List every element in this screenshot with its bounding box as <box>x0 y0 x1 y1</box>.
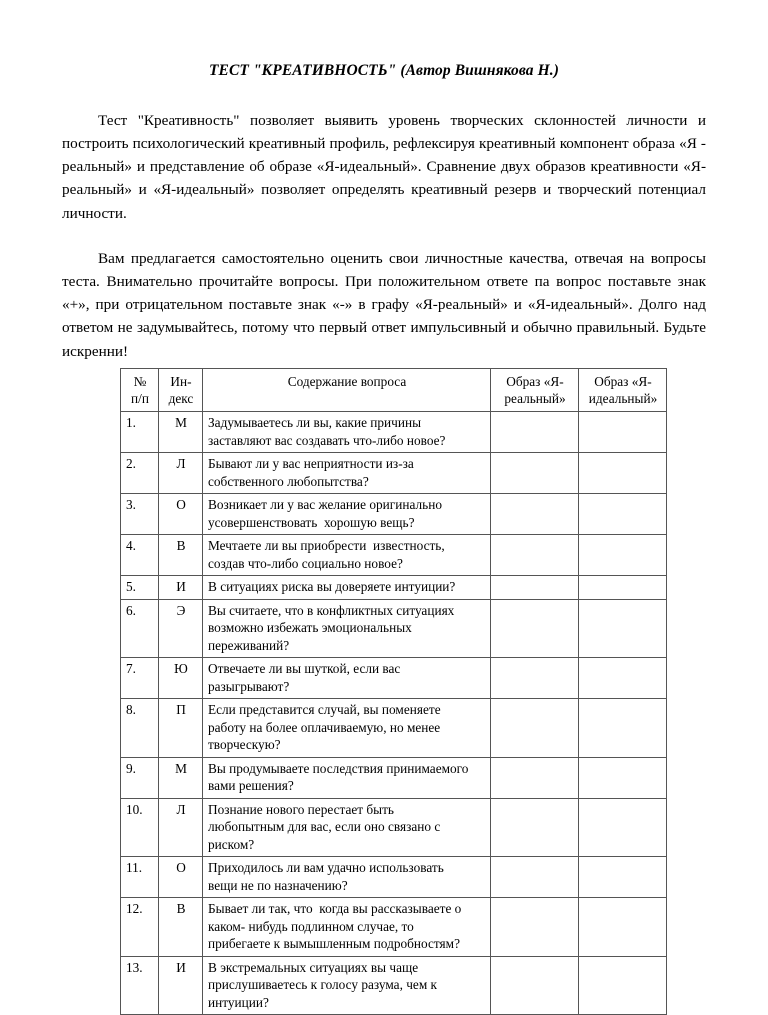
question-text <box>203 453 491 494</box>
row-number: 5. <box>121 576 159 600</box>
question-line: возможно избежать эмоциональных <box>208 620 412 635</box>
table-row <box>121 576 667 600</box>
question-line: Приходилось ли вам удачно использовать <box>208 860 444 875</box>
answer-cell-ideal[interactable] <box>579 412 667 453</box>
row-index-letter: М <box>159 412 203 453</box>
question-line: риском? <box>208 836 255 852</box>
row-index-letter: Э <box>159 599 203 658</box>
answer-cell-real[interactable] <box>491 453 579 494</box>
header-line: реальный» <box>504 391 566 406</box>
question-line: каком- нибудь подлинном случае, то <box>208 918 414 934</box>
row-index-letter: П <box>159 699 203 758</box>
row-index-letter: В <box>159 898 203 957</box>
header-line: идеальный» <box>588 391 658 406</box>
row-number: 7. <box>121 658 159 699</box>
question-line: В ситуациях риска вы доверяете интуиции? <box>208 579 456 594</box>
row-index-letter: Ю <box>159 658 203 699</box>
table-row <box>121 599 667 658</box>
answer-cell-real[interactable] <box>491 412 579 453</box>
question-line: работу на более оплачиваемую, но менее <box>208 719 441 735</box>
question-text <box>203 898 491 957</box>
header-line: п/п <box>131 391 149 406</box>
row-index-letter: Л <box>159 453 203 494</box>
question-line: прибегаете к вымышленным подробностям? <box>208 936 460 951</box>
answer-cell-ideal[interactable] <box>579 699 667 758</box>
row-number: 1. <box>121 412 159 453</box>
table-row <box>121 956 667 1015</box>
row-index-letter: О <box>159 494 203 535</box>
question-text <box>203 576 491 600</box>
header-line: № <box>133 374 147 389</box>
header-line: Ин- <box>170 374 192 389</box>
question-line: Познание нового перестает быть <box>208 801 394 817</box>
question-line: творческую? <box>208 737 281 752</box>
question-line: вещи не по назначению? <box>208 877 348 893</box>
question-line: усовершенствовать хорошую вещь? <box>208 514 415 530</box>
question-line: Бывает ли так, что когда вы рассказываете о <box>208 901 462 916</box>
question-text <box>203 658 491 699</box>
header-line: декс <box>168 391 194 406</box>
answer-cell-real[interactable] <box>491 857 579 898</box>
question-line: Отвечаете ли вы шуткой, если вас <box>208 661 401 676</box>
row-index-letter: И <box>159 956 203 1015</box>
question-line: прислушиваетесь к голосу разума, чем к <box>208 977 438 992</box>
answer-cell-ideal[interactable] <box>579 898 667 957</box>
row-number: 6. <box>121 599 159 658</box>
answer-cell-real[interactable] <box>491 898 579 957</box>
table-row <box>121 535 667 576</box>
row-number: 11. <box>121 857 159 898</box>
intro-paragraph-1 <box>62 109 706 224</box>
question-line: собственного любопытства? <box>208 473 369 489</box>
answer-cell-ideal[interactable] <box>579 857 667 898</box>
row-index-letter: В <box>159 535 203 576</box>
answer-cell-real[interactable] <box>491 599 579 658</box>
page-title: ТЕСТ "КРЕАТИВНОСТЬ" (Автор Вишнякова Н.) <box>208 62 560 79</box>
question-line: заставляют вас создавать что-либо новое? <box>208 432 446 448</box>
table-row <box>121 898 667 957</box>
answer-cell-ideal[interactable] <box>579 599 667 658</box>
answer-cell-ideal[interactable] <box>579 757 667 798</box>
answer-cell-real[interactable] <box>491 798 579 857</box>
table-row <box>121 658 667 699</box>
question-text <box>203 757 491 798</box>
question-line: Задумываетесь ли вы, какие причины <box>208 415 422 430</box>
answer-cell-real[interactable] <box>491 757 579 798</box>
paragraph-1-text: Тест "Креативность" позволяет выявить уровень творческих склонностей личности и построить психологический креативный профиль, рефлексируя креативный компонент образа «Я - реальный» и представление об образе «Я-идеальный». Сравнение двух образов креативности «Я-реальный» и «Я-идеальный» позволяет определять креативный резерв и творческий потенциал личности. <box>62 112 706 222</box>
question-line: Вы считаете, что в конфликтных ситуациях <box>208 602 455 618</box>
answer-cell-ideal[interactable] <box>579 658 667 699</box>
question-line: вами решения? <box>208 778 294 793</box>
row-index-letter: Л <box>159 798 203 857</box>
answer-cell-real[interactable] <box>491 576 579 600</box>
answer-cell-real[interactable] <box>491 494 579 535</box>
row-index-letter: О <box>159 857 203 898</box>
question-line: Если представится случай, вы поменяете <box>208 702 441 717</box>
question-line: любопытным для вас, если оно связано с <box>208 819 441 834</box>
header-line: Образ «Я- <box>506 374 564 389</box>
answer-cell-real[interactable] <box>491 956 579 1015</box>
question-line: разыгрывают? <box>208 678 290 694</box>
row-index-letter: М <box>159 757 203 798</box>
table-header <box>121 369 667 412</box>
question-text <box>203 956 491 1015</box>
question-text <box>203 798 491 857</box>
question-text <box>203 412 491 453</box>
row-number: 8. <box>121 699 159 758</box>
answer-cell-real[interactable] <box>491 658 579 699</box>
answer-cell-ideal[interactable] <box>579 453 667 494</box>
table-header-row <box>121 369 667 412</box>
answer-cell-real[interactable] <box>491 699 579 758</box>
answer-cell-ideal[interactable] <box>579 535 667 576</box>
column-header-ideal-image <box>579 369 667 412</box>
table-row <box>121 757 667 798</box>
row-number: 12. <box>121 898 159 957</box>
row-number: 3. <box>121 494 159 535</box>
table-row <box>121 699 667 758</box>
question-line: Вы продумываете последствия принимаемого <box>208 760 469 776</box>
answer-cell-ideal[interactable] <box>579 576 667 600</box>
row-number: 4. <box>121 535 159 576</box>
row-index-letter: И <box>159 576 203 600</box>
column-header-number <box>121 369 159 412</box>
table-row <box>121 857 667 898</box>
table-row <box>121 412 667 453</box>
row-number: 10. <box>121 798 159 857</box>
paragraph-2-text: Вам предлагается самостоятельно оценить свои личностные качества, отвечая на вопросы теста. Внимательно прочитайте вопросы. При положительном ответе па вопрос поставьте знак «+», при отрицательном поставьте знак «-» в графу «Я-реальный» и «Я-идеальный». Долго над ответом не задумывайтесь, потому что первый ответ импульсивный и обычно правильный. Будьте искренни! <box>62 250 706 360</box>
question-text <box>203 535 491 576</box>
question-line: В экстремальных ситуациях вы чаще <box>208 959 419 975</box>
row-number: 13. <box>121 956 159 1015</box>
header-line: Содержание вопроса <box>287 374 407 389</box>
answer-cell-real[interactable] <box>491 535 579 576</box>
answer-cell-ideal[interactable] <box>579 494 667 535</box>
question-text <box>203 699 491 758</box>
answer-cell-ideal[interactable] <box>579 956 667 1015</box>
question-text <box>203 857 491 898</box>
intro-paragraph-2 <box>62 247 706 362</box>
column-header-question <box>203 369 491 412</box>
question-line: создав что-либо социально новое? <box>208 555 403 571</box>
table-row <box>121 798 667 857</box>
table-row <box>121 453 667 494</box>
question-text <box>203 494 491 535</box>
question-line: Мечтаете ли вы приобрести известность, <box>208 538 445 553</box>
question-line: Возникает ли у вас желание оригинально <box>208 497 442 512</box>
column-header-real-image <box>491 369 579 412</box>
question-line: Бывают ли у вас неприятности из-за <box>208 456 414 471</box>
header-line: Образ «Я- <box>594 374 652 389</box>
column-header-index <box>159 369 203 412</box>
table-body <box>121 412 667 1015</box>
answer-cell-ideal[interactable] <box>579 798 667 857</box>
question-line: переживаний? <box>208 637 290 653</box>
question-text <box>203 599 491 658</box>
row-number: 2. <box>121 453 159 494</box>
questionnaire-table <box>120 368 667 1015</box>
table-row <box>121 494 667 535</box>
question-line: интуиции? <box>208 994 269 1010</box>
row-number: 9. <box>121 757 159 798</box>
